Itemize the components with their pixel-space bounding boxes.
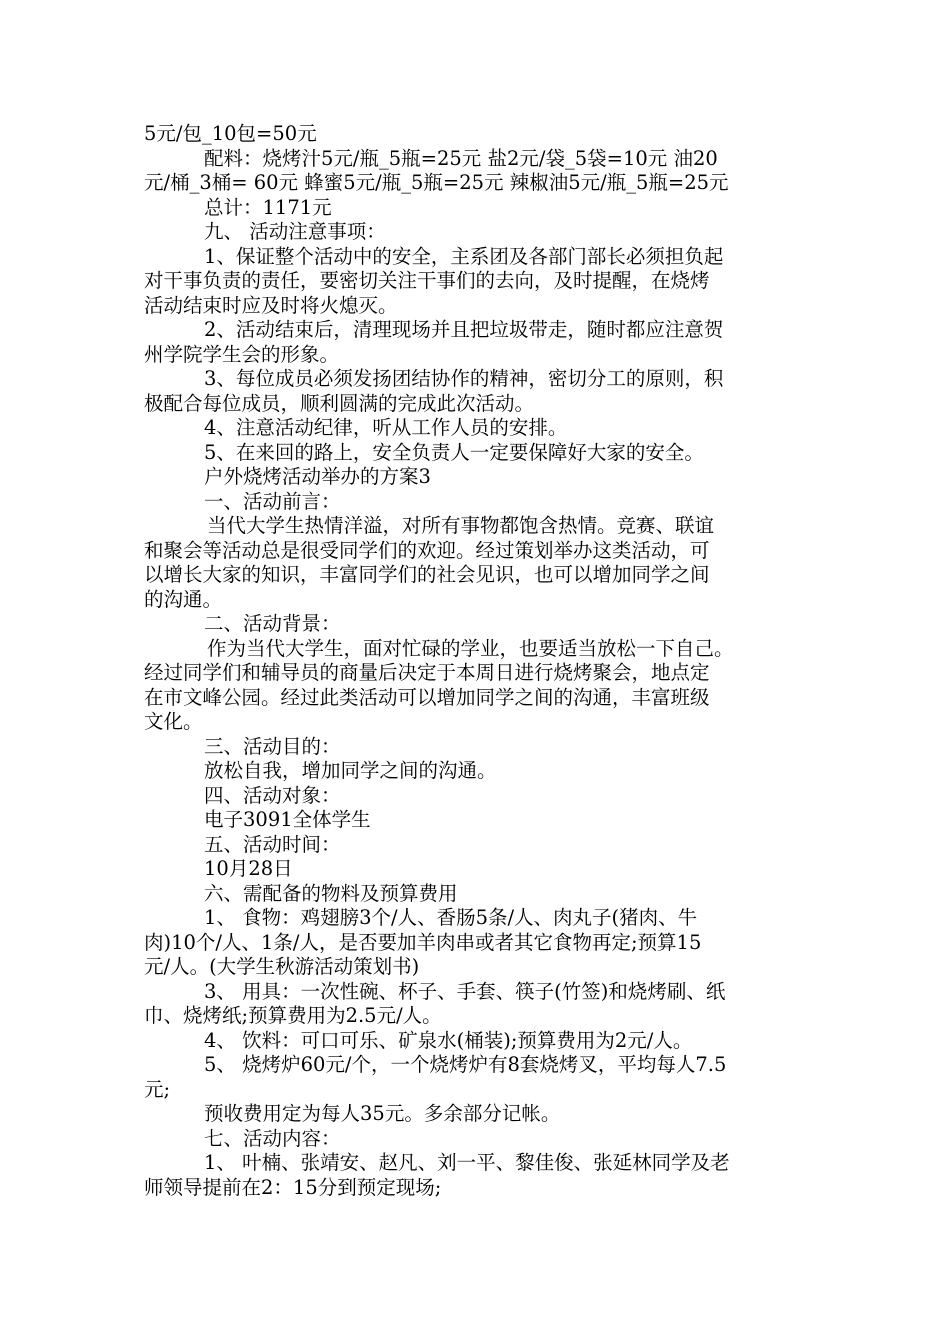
text-line: 预收费用定为每人35元。多余部分记帐。 <box>204 1102 561 1125</box>
text-line: 三、活动目的： <box>204 734 341 758</box>
text-line: 以增长大家的知识，丰富同学们的社会见识，也可以增加同学之间 <box>144 563 710 586</box>
text-line: 经过同学们和辅导员的商量后决定于本周日进行烧烤聚会，地点定 <box>144 661 710 684</box>
text-line: 六、需配备的物料及预算费用 <box>204 881 458 905</box>
text-line: 元/人。(大学生秋游活动策划书) <box>144 955 420 978</box>
text-line: 作为当代大学生，面对忙碌的学业，也要适当放松一下自己。 <box>207 636 734 660</box>
text-line: 5、 烧烤炉60元/个，一个烧烤炉有8套烧烤叉，平均每人7.5 <box>204 1053 727 1076</box>
text-line: 肉)10个/人、1条/人，是否要加羊肉串或者其它食物再定;预算15 <box>144 930 702 954</box>
text-line: 在市文峰公园。经过此类活动可以增加同学之间的沟通，丰富班级 <box>144 685 710 709</box>
text-line: 的沟通。 <box>144 587 223 611</box>
text-line: 3、每位成员必须发扬团结协作的精神，密切分工的原则，积 <box>204 367 724 390</box>
text-line: 户外烧烤活动举办的方案3 <box>204 465 431 488</box>
text-line: 州学院学生会的形象。 <box>144 342 340 366</box>
text-line: 放松自我，增加同学之间的沟通。 <box>204 759 497 782</box>
text-line: 总计：1171元 <box>204 195 332 219</box>
text-line: 4、 饮料：可口可乐、矿泉水(桶装);预算费用为2元/人。 <box>204 1028 693 1052</box>
text-line: 九、 活动注意事项： <box>204 220 386 243</box>
text-line: 10月28日 <box>204 857 293 880</box>
text-line: 文化。 <box>144 710 203 733</box>
text-line: 1、 叶楠、张靖安、赵凡、刘一平、黎佳俊、张延林同学及老 <box>204 1151 730 1174</box>
text-line: 二、活动背景： <box>204 612 341 635</box>
text-line: 和聚会等活动总是很受同学们的欢迎。经过策划举办这类活动，可 <box>144 538 710 562</box>
text-line: 对干事负责的责任，要密切关注干事们的去向，及时提醒，在烧烤 <box>144 269 710 292</box>
text-line: 活动结束时应及时将火熄灭。 <box>144 293 398 317</box>
text-line: 1、 食物：鸡翅膀3个/人、香肠5条/人、肉丸子(猪肉、牛 <box>204 906 698 929</box>
text-line: 七、活动内容： <box>204 1126 341 1150</box>
text-line: 巾、烧烤纸;预算费用为2.5元/人。 <box>144 1004 442 1027</box>
text-line: 1、保证整个活动中的安全，主系团及各部门部长必须担负起 <box>204 244 724 268</box>
text-line: 师领导提前在2：15分到预定现场; <box>144 1175 442 1199</box>
text-line: 4、注意活动纪律，听从工作人员的安排。 <box>204 416 568 439</box>
text-line: 极配合每位成员，顺利圆满的完成此次活动。 <box>144 391 535 415</box>
text-line: 元; <box>144 1077 171 1101</box>
text-line: 配料：烧烤汁5元/瓶_5瓶=25元 盐2元/袋_5袋=10元 油20 <box>204 146 718 170</box>
document-body <box>144 122 806 1200</box>
text-line: 当代大学生热情洋溢，对所有事物都饱含热情。竞赛、联谊 <box>207 514 715 537</box>
text-line: 2、活动结束后，清理现场并且把垃圾带走，随时都应注意贺 <box>204 318 724 341</box>
text-line: 5元/包_10包=50元 <box>144 122 317 145</box>
text-line: 电子3091全体学生 <box>204 808 371 831</box>
text-line: 3、 用具：一次性碗、杯子、手套、筷子(竹签)和烧烤刷、纸 <box>204 979 726 1003</box>
text-line: 元/桶_3桶= 60元 蜂蜜5元/瓶_5瓶=25元 辣椒油5元/瓶_5瓶=25元 <box>144 171 729 194</box>
text-line: 一、活动前言： <box>204 489 341 513</box>
text-line: 四、活动对象： <box>204 783 341 807</box>
text-line: 5、在来回的路上，安全负责人一定要保障好大家的安全。 <box>204 440 704 464</box>
text-line: 五、活动时间： <box>204 832 341 856</box>
